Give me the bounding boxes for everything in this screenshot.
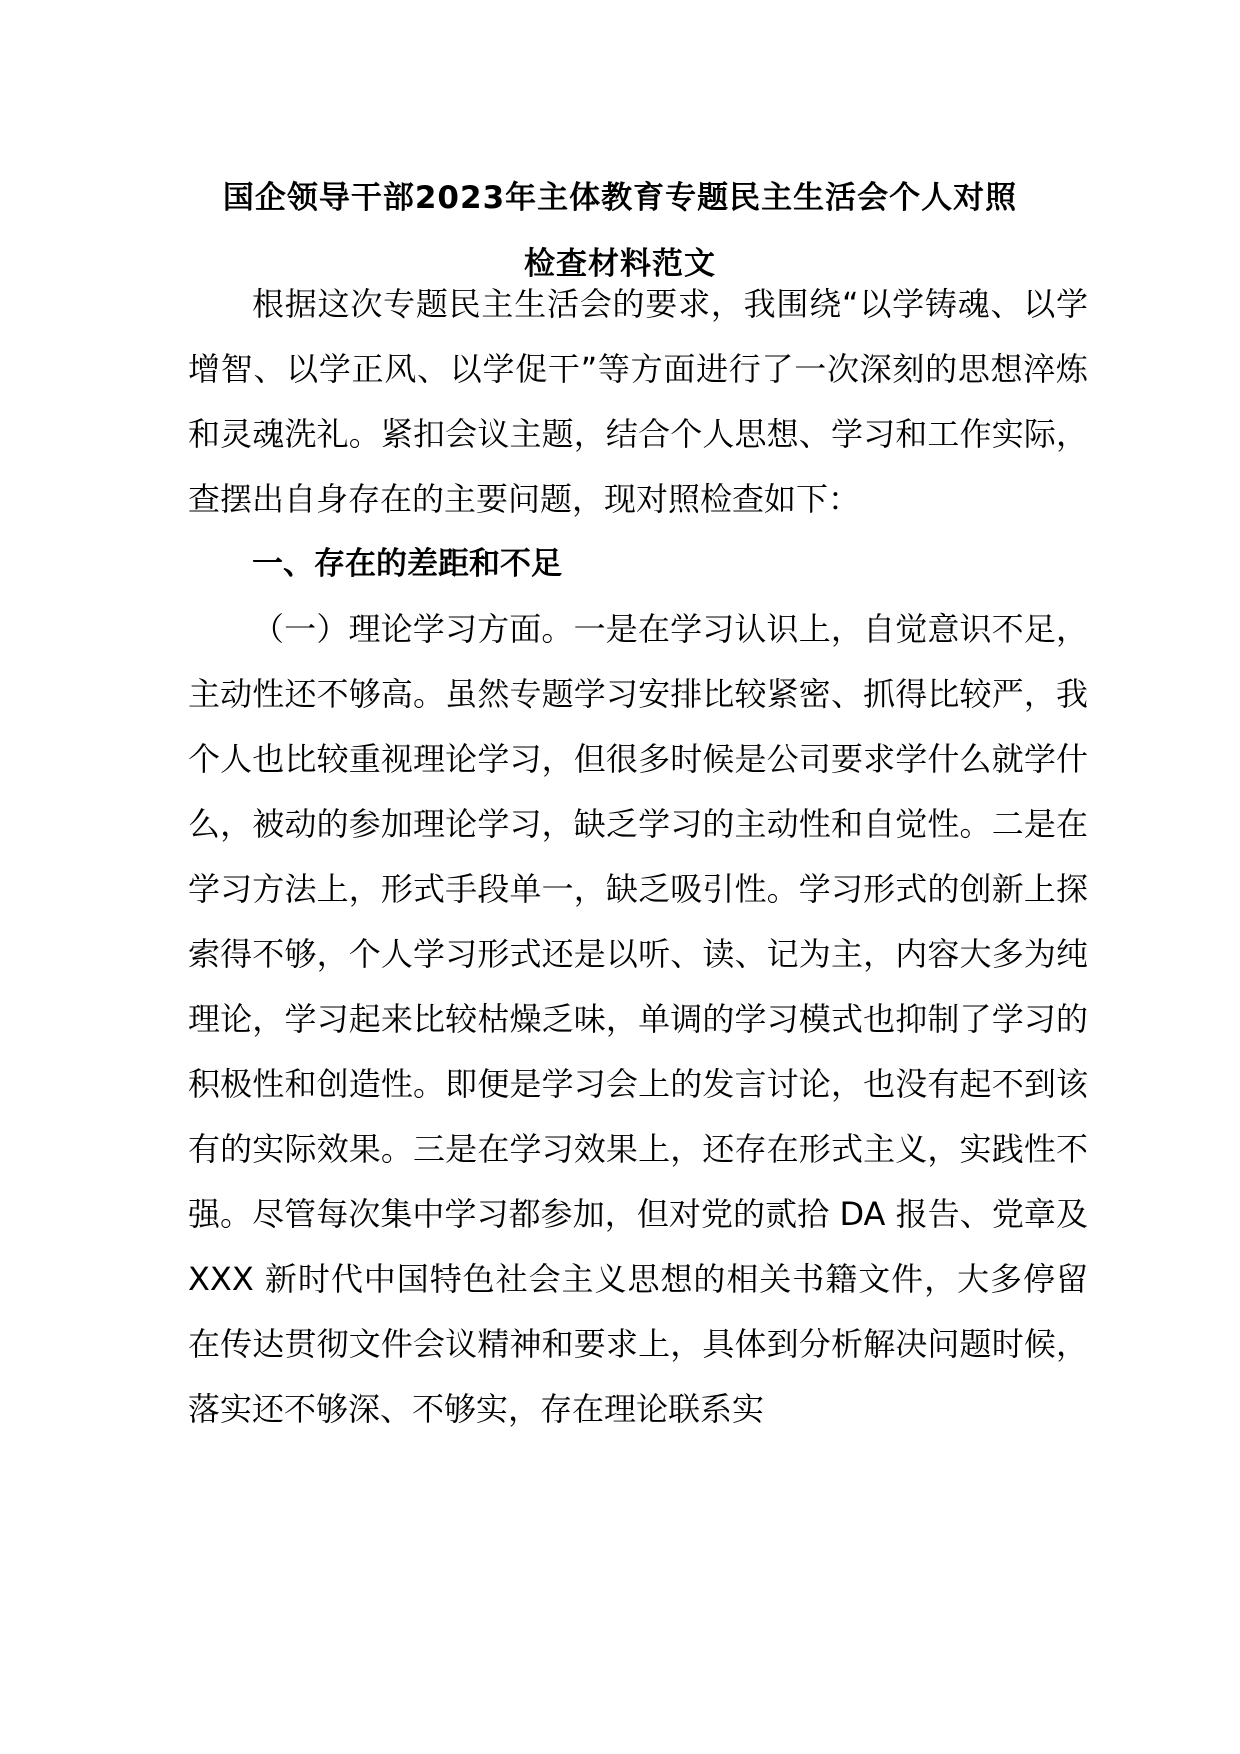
document-title-line-2: 检查材料范文 bbox=[524, 246, 716, 282]
document-title-line-1: 国企领导干部2023年主体教育专题民主生活会个人对照 bbox=[222, 180, 1018, 216]
document-body bbox=[188, 272, 1088, 1442]
section-heading: 一、存在的差距和不足 bbox=[252, 546, 562, 582]
section-paragraph: （一）理论学习方面。一是在学习认识上，自觉意识不足，主动性还不够高。虽然专题学习安排比较紧密、抓得比较严，我个人也比较重视理论学习，但很多时候是公司要求学什么就学什么，被动的参加理论学习，缺乏学习的主动性和自觉性。二是在学习方法上，形式手段单一，缺乏吸引性。学习形式的创新上探索得不够，个人学习形式还是以听、读、记为主，内容大多为纯理论，学习起来比较枯燥乏味，单调的学习模式也抑制了学习的积极性和创造性。即便是学习会上的发言讨论，也没有起不到该有的实际效果。三是在学习效果上，还存在形式主义，实践性不强。尽管每次集中学习都参加，但对党的贰拾 DA 报告、党章及 XXX 新时代中国特色社会主义思想的相关书籍文件，大多停留在传达贯彻文件会议精神和要求上，具体到分析解决问题时候，落实还不够深、不够实，存在理论联系实 bbox=[188, 610, 1088, 1428]
intro-paragraph: 根据这次专题民主生活会的要求，我围绕“以学铸魂、以学增智、以学正风、以学促干”等方面进行了一次深刻的思想淬炼和灵魂洗礼。紧扣会议主题，结合个人思想、学习和工作实际，查摆出自身存在的主要问题，现对照检查如下： bbox=[188, 285, 1088, 518]
